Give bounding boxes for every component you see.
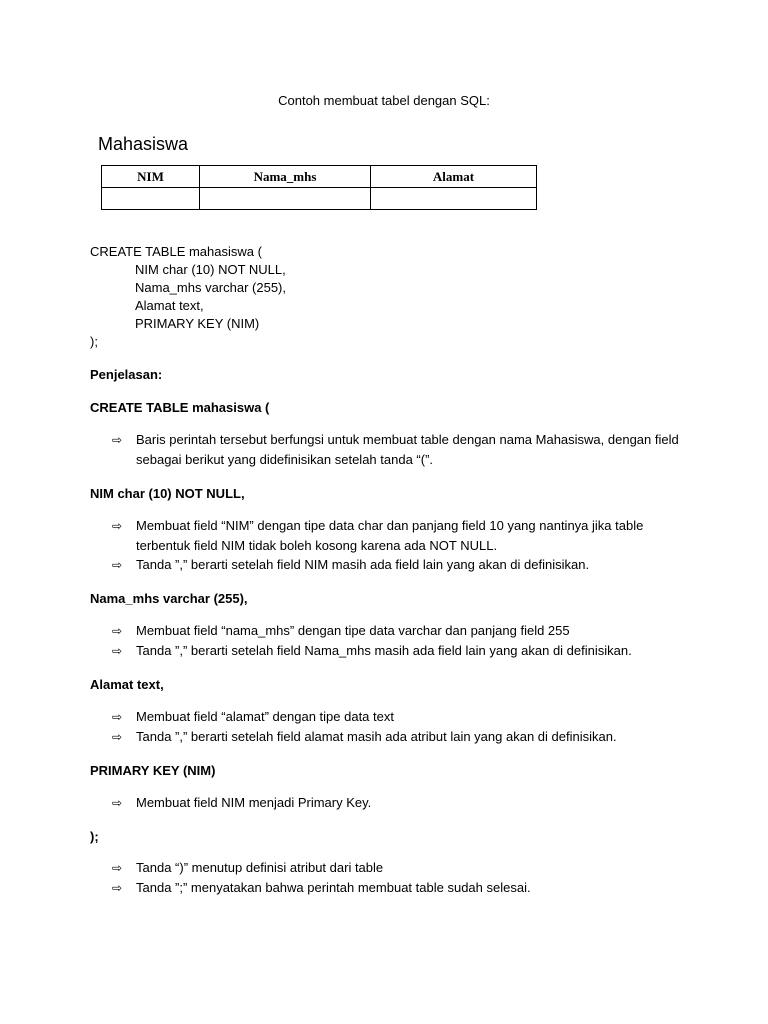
code-line: NIM char (10) NOT NULL,: [135, 262, 286, 277]
right-arrow-outline-icon: ⇨: [112, 624, 123, 638]
code-line: PRIMARY KEY (NIM): [135, 316, 260, 331]
list-item-text: Tanda “)” menutup definisi atribut dari table: [136, 860, 384, 875]
right-arrow-outline-icon: ⇨: [112, 433, 123, 447]
schema-table: [101, 165, 537, 210]
list-item: [112, 727, 692, 747]
table-header-cell: NIM: [102, 166, 200, 188]
table-header-row: [102, 166, 537, 188]
table-header-cell: Alamat: [371, 166, 537, 188]
table-caption: Mahasiswa: [98, 134, 189, 154]
right-arrow-outline-icon: ⇨: [112, 710, 123, 724]
list-item: [112, 793, 692, 813]
list-item-text: Baris perintah tersebut berfungsi untuk membuat table dengan nama Mahasiswa, dengan field sebagai berikut yang didefinisikan setelah tanda “(”.: [136, 432, 679, 467]
section-heading: PRIMARY KEY (NIM): [90, 763, 216, 778]
page-title: Contoh membuat tabel dengan SQL:: [278, 93, 490, 108]
list-item: [112, 641, 692, 661]
right-arrow-outline-icon: ⇨: [112, 558, 123, 572]
list-item: [112, 430, 692, 470]
list-item-text: Tanda ”,” berarti setelah field NIM masih ada field lain yang akan di definisikan.: [136, 557, 590, 572]
list-item-text: Membuat field “alamat” dengan tipe data text: [136, 709, 394, 724]
list-item: [112, 858, 692, 878]
code-line: Alamat text,: [135, 298, 204, 313]
list-item: [112, 621, 692, 641]
list-item-text: Membuat field “NIM” dengan tipe data char dan panjang field 10 yang nantinya jika table terbentuk field NIM tidak boleh kosong karena ada NOT NULL.: [136, 518, 644, 553]
table-cell: [102, 188, 200, 210]
code-line: Nama_mhs varchar (255),: [135, 280, 286, 295]
right-arrow-outline-icon: ⇨: [112, 861, 123, 875]
section-heading: NIM char (10) NOT NULL,: [90, 486, 245, 501]
list-item-text: Tanda ”,” berarti setelah field alamat masih ada atribut lain yang akan di definisikan.: [136, 729, 617, 744]
table-cell: [200, 188, 371, 210]
right-arrow-outline-icon: ⇨: [112, 519, 123, 533]
list-item-text: Membuat field NIM menjadi Primary Key.: [136, 795, 372, 810]
sql-code-block: [90, 243, 286, 351]
table-cell: [371, 188, 537, 210]
list-item-text: Membuat field “nama_mhs” dengan tipe data varchar dan panjang field 255: [136, 623, 570, 638]
section-heading: Alamat text,: [90, 677, 164, 692]
list-item: [112, 516, 692, 556]
list-item: [112, 555, 692, 575]
section-heading: Nama_mhs varchar (255),: [90, 591, 248, 606]
code-line: );: [90, 334, 98, 349]
right-arrow-outline-icon: ⇨: [112, 730, 123, 744]
list-item-text: Tanda ”;” menyatakan bahwa perintah membuat table sudah selesai.: [136, 880, 531, 895]
explanation-heading: Penjelasan:: [90, 367, 163, 382]
list-item: [112, 878, 692, 898]
list-item-text: Tanda ”,” berarti setelah field Nama_mhs masih ada field lain yang akan di definisikan.: [136, 643, 632, 658]
right-arrow-outline-icon: ⇨: [112, 796, 123, 810]
section-heading: );: [90, 829, 99, 844]
table-header-cell: Nama_mhs: [200, 166, 371, 188]
code-line: CREATE TABLE mahasiswa (: [90, 244, 262, 259]
right-arrow-outline-icon: ⇨: [112, 644, 123, 658]
list-item: [112, 707, 692, 727]
table-row: [102, 188, 537, 210]
right-arrow-outline-icon: ⇨: [112, 881, 123, 895]
section-heading: CREATE TABLE mahasiswa (: [90, 400, 270, 415]
